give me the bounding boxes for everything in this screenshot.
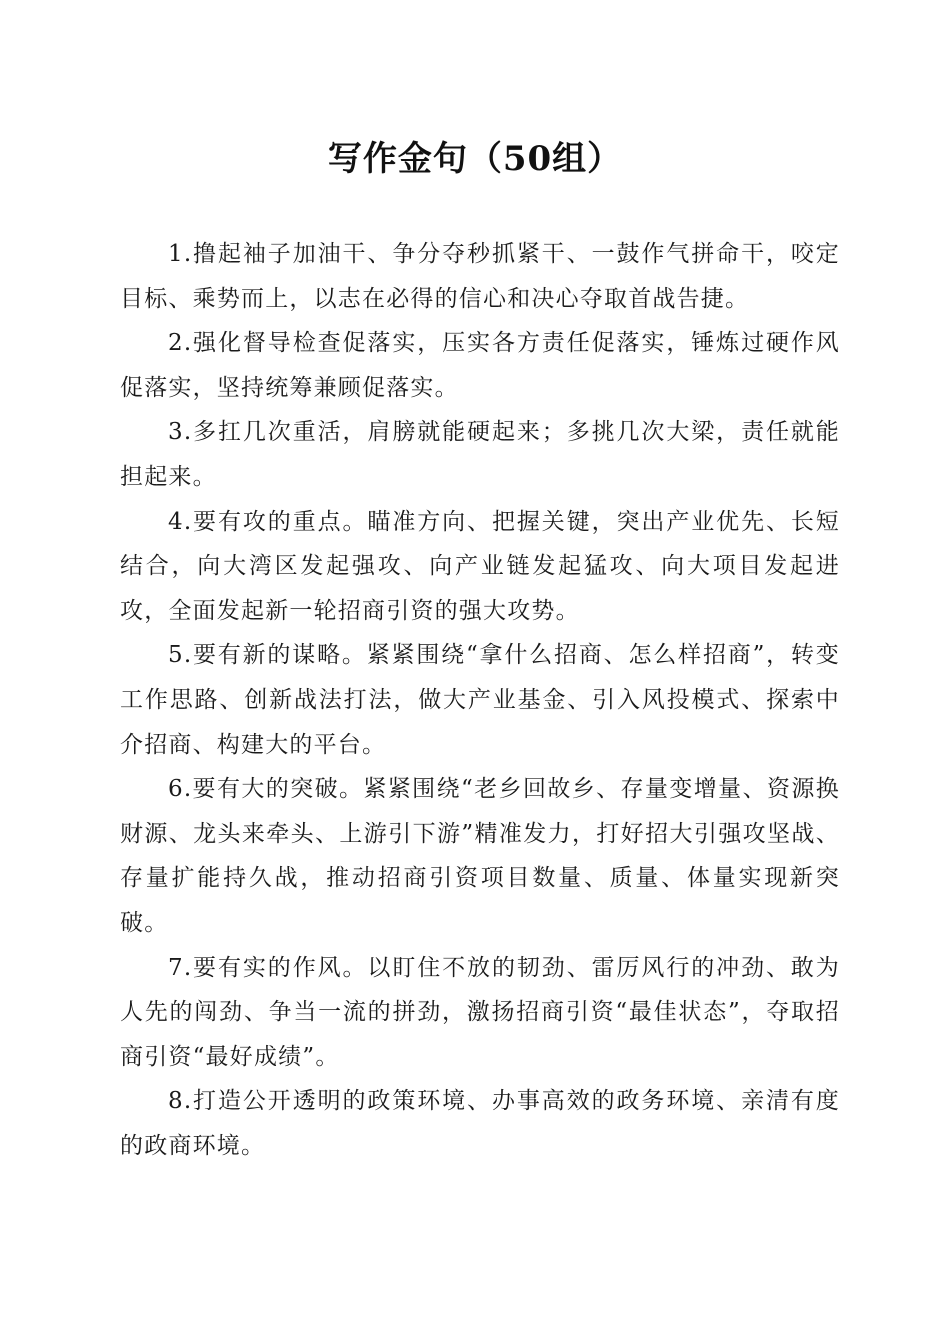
paragraph-3: 3.多扛几次重活，肩膀就能硬起来；多挑几次大梁，责任就能担起来。 bbox=[120, 419, 840, 490]
paragraph-5: 5.要有新的谋略。紧紧围绕“拿什么招商、怎么样招商”，转变工作思路、创新战法打法，做大产业基金、引入风投模式、探索中介招商、构建大的平台。 bbox=[120, 642, 840, 758]
paragraph-1: 1.撸起袖子加油干、争分夺秒抓紧干、一鼓作气拼命干，咬定目标、乘势而上，以志在必得的信心和决心夺取首战告捷。 bbox=[120, 241, 840, 312]
paragraph-8: 8.打造公开透明的政策环境、办事高效的政务环境、亲清有度的政商环境。 bbox=[120, 1088, 840, 1159]
paragraph-4: 4.要有攻的重点。瞄准方向、把握关键，突出产业优先、长短结合，向大湾区发起强攻、向产业链发起猛攻、向大项目发起进攻，全面发起新一轮招商引资的强大攻势。 bbox=[120, 508, 840, 624]
paragraph-7: 7.要有实的作风。以盯住不放的韧劲、雷厉风行的冲劲、敢为人先的闯劲、争当一流的拼劲，激扬招商引资“最佳状态”，夺取招商引资“最好成绩”。 bbox=[120, 954, 840, 1070]
paragraph-6: 6.要有大的突破。紧紧围绕“老乡回故乡、存量变增量、资源换财源、龙头来牵头、上游引下游”精准发力，打好招大引强攻坚战、存量扩能持久战，推动招商引资项目数量、质量、体量实现新突破。 bbox=[120, 776, 840, 936]
page-title: 写作金句（50组） bbox=[327, 139, 623, 179]
paragraph-2: 2.强化督导检查促落实，压实各方责任促落实，锤炼过硬作风促落实，坚持统筹兼顾促落实。 bbox=[120, 330, 840, 401]
document-body bbox=[120, 232, 840, 1168]
